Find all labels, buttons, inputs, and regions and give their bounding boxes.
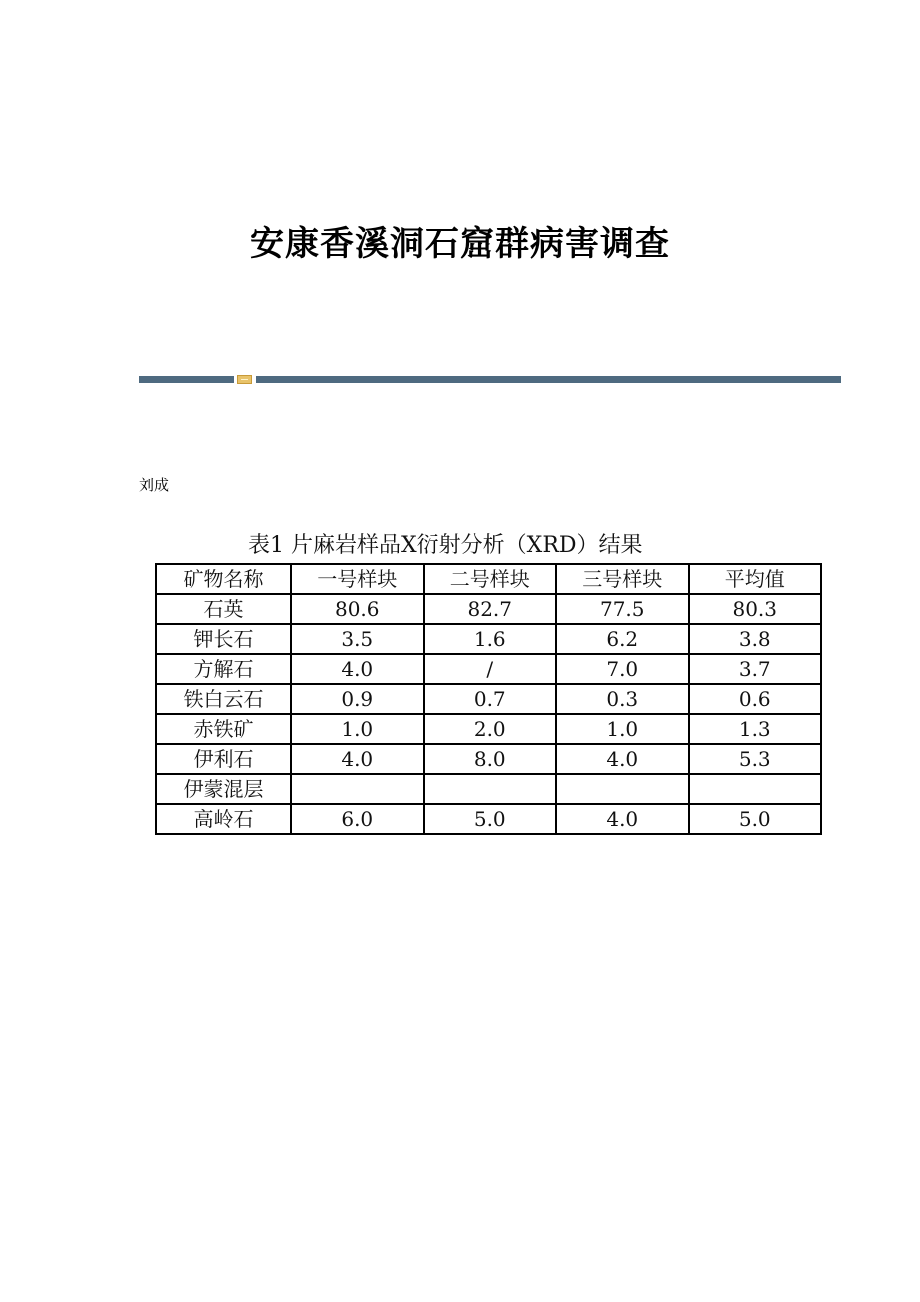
section-divider xyxy=(139,375,841,384)
table-row xyxy=(156,654,821,684)
table-row xyxy=(156,594,821,624)
value-cell: 4.0 xyxy=(556,744,689,774)
value-cell xyxy=(556,774,689,804)
average-cell: 80.3 xyxy=(689,594,822,624)
table-row xyxy=(156,804,821,834)
average-cell: 5.0 xyxy=(689,804,822,834)
value-cell: 1.0 xyxy=(291,714,424,744)
table-row xyxy=(156,744,821,774)
value-cell xyxy=(291,774,424,804)
value-cell: 3.5 xyxy=(291,624,424,654)
divider-bar-left xyxy=(139,376,234,383)
value-cell: 0.7 xyxy=(424,684,557,714)
average-cell: 5.3 xyxy=(689,744,822,774)
table-caption: 表1 片麻岩样品X衍射分析（XRD）结果 xyxy=(248,533,643,558)
value-cell: 0.3 xyxy=(556,684,689,714)
mineral-name-cell: 钾长石 xyxy=(156,624,291,654)
divider-badge-icon xyxy=(237,375,252,384)
value-cell: 77.5 xyxy=(556,594,689,624)
header-cell: 二号样块 xyxy=(424,564,557,594)
value-cell: 4.0 xyxy=(291,744,424,774)
value-cell: 4.0 xyxy=(291,654,424,684)
author-name: 刘成 xyxy=(139,476,170,494)
mineral-name-cell: 伊利石 xyxy=(156,744,291,774)
header-cell: 平均值 xyxy=(689,564,822,594)
header-cell: 矿物名称 xyxy=(156,564,291,594)
value-cell: 2.0 xyxy=(424,714,557,744)
value-cell xyxy=(424,774,557,804)
value-cell: / xyxy=(424,654,557,684)
mineral-name-cell: 铁白云石 xyxy=(156,684,291,714)
value-cell: 7.0 xyxy=(556,654,689,684)
average-cell: 1.3 xyxy=(689,714,822,744)
mineral-name-cell: 赤铁矿 xyxy=(156,714,291,744)
value-cell: 1.6 xyxy=(424,624,557,654)
divider-bar-right xyxy=(256,376,841,383)
table-row xyxy=(156,774,821,804)
value-cell: 6.0 xyxy=(291,804,424,834)
header-cell: 一号样块 xyxy=(291,564,424,594)
value-cell: 5.0 xyxy=(424,804,557,834)
table-header-row xyxy=(156,564,821,594)
table-row xyxy=(156,624,821,654)
table-row xyxy=(156,684,821,714)
mineral-name-cell: 方解石 xyxy=(156,654,291,684)
table-row xyxy=(156,714,821,744)
mineral-name-cell: 伊蒙混层 xyxy=(156,774,291,804)
value-cell: 8.0 xyxy=(424,744,557,774)
average-cell xyxy=(689,774,822,804)
mineral-name-cell: 石英 xyxy=(156,594,291,624)
average-cell: 3.7 xyxy=(689,654,822,684)
average-cell: 0.6 xyxy=(689,684,822,714)
value-cell: 80.6 xyxy=(291,594,424,624)
mineral-name-cell: 高岭石 xyxy=(156,804,291,834)
value-cell: 0.9 xyxy=(291,684,424,714)
document-title: 安康香溪洞石窟群病害调查 xyxy=(250,224,670,264)
average-cell: 3.8 xyxy=(689,624,822,654)
header-cell: 三号样块 xyxy=(556,564,689,594)
value-cell: 6.2 xyxy=(556,624,689,654)
value-cell: 4.0 xyxy=(556,804,689,834)
xrd-results-table xyxy=(155,563,822,835)
value-cell: 1.0 xyxy=(556,714,689,744)
value-cell: 82.7 xyxy=(424,594,557,624)
